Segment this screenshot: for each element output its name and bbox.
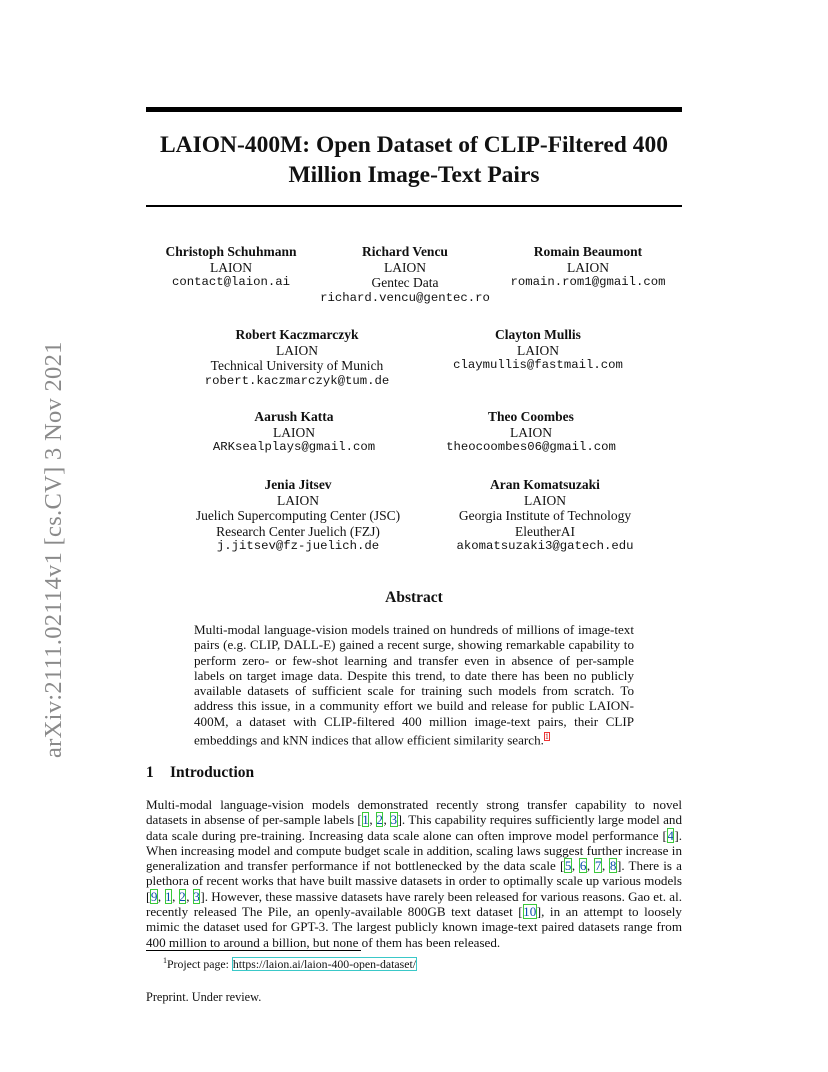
author-block [197,327,397,389]
author-name: Jenia Jitsev [264,477,332,492]
author-block [431,409,631,456]
abstract-heading: Abstract [385,589,443,606]
footnote-rule [146,950,361,951]
citation-link[interactable]: 2 [376,812,383,828]
author-block [435,477,655,555]
author-name: Romain Beaumont [533,244,643,259]
citation-link[interactable]: 3 [390,812,398,828]
citation-link[interactable]: 8 [609,858,617,874]
title-rule-bottom [146,205,682,207]
author-affiliation: LAION [210,259,252,275]
author-affiliation: EleutherAI [515,523,575,539]
author-affiliation: Research Center Juelich (FZJ) [216,523,380,539]
citation-link[interactable]: 2 [179,888,186,904]
citation-link[interactable]: 10 [523,904,537,920]
author-affiliation: LAION [384,259,426,275]
footnote-reference[interactable]: 1 [544,732,549,742]
author-name: Clayton Mullis [495,327,581,342]
author-affiliation: LAION [510,424,552,440]
author-email[interactable]: ARKsealplays@gmail.com [212,440,376,454]
title-line-2: Million Image-Text Pairs [288,162,540,188]
author-email[interactable]: claymullis@fastmail.com [453,358,623,372]
abstract-text: Multi-modal language-vision models trained on hundreds of millions of image-text pairs (e.g. CLIP, DALL-E) gained a recent surge, showing remarkable capability to perform zero- or few-shot learning and transfer even in absence of per-sample labels on target image data. Despite this trend, to date there has been no publicly available datasets of sufficient scale for training such models from scratch. To address this issue, in a community effort we build and release for public LAION-400M, a dataset with CLIP-filtered 400 million image-text pairs, their CLIP embeddings and kNN indices that allow efficient similarity search. [194,622,634,748]
intro-text: ]. When increasing model and compute budget scale in addition, scaling laws suggest further increase in generalization and transfer performance if not bottlenecked by the data scale [ [146,827,682,874]
author-affiliation: LAION [517,342,559,358]
citation-link[interactable]: 5 [564,858,572,874]
author-name: Richard Vencu [362,244,448,259]
author-name: Theo Coombes [488,409,574,424]
author-name: Aran Komatsuzaki [490,477,600,492]
author-block [188,477,408,555]
intro-paragraph: Multi-modal language-vision models demonstrated recently strong transfer capability to novel datasets in absense of per-sample labels [1, 2, 3]. This capability requires sufficiently large model and data scale during pre-training. Increasing data scale alone can often improve model performance [4]. When increasing model and compute budget scale in addition, scaling laws suggest further increase in generalization and transfer performance if not bottlenecked by the data scale [5, 6, 7, 8]. There is a plethora of recent works that have built massive datasets in order to optimally scale up various models [9, 1, 2, 3]. However, these massive datasets have rarely been released for various reasons. Gao et. al. recently released The Pile, an openly-available 800GB text dataset [10], in an attempt to loosely mimic the dataset used for GPT-3. The largest publicly known image-text paired datasets range from 400 million to around a billion, but none of them has been released. [146,797,683,950]
section-number: 1 [146,764,154,781]
intro-text: ]. This capability requires sufficiently large model and data scale during pre-training. Increasing data scale alone can often improve model performance [ [146,812,682,843]
author-name: Aarush Katta [254,409,334,424]
author-email[interactable]: romain.rom1@gmail.com [510,275,666,289]
author-email[interactable]: robert.kaczmarczyk@tum.de [204,373,390,388]
author-block [131,244,331,291]
author-affiliation: LAION [273,424,315,440]
author-affiliation: Gentec Data [371,275,439,290]
paper-title [146,130,682,190]
project-page-link[interactable]: https://laion.ai/laion-400-open-dataset/ [232,956,417,971]
citation-link[interactable]: 1 [165,888,172,904]
author-block [488,244,688,291]
intro-text: ]. However, these massive datasets have rarely been released for various reasons. Gao et. al. recently released The Pile, an openly-available 800GB text dataset [ [146,888,683,920]
preprint-note: Preprint. Under review. [146,990,262,1004]
author-email[interactable]: contact@laion.ai [171,275,291,289]
title-rule-top [146,107,682,112]
author-affiliation: LAION [567,259,609,275]
author-affiliation: LAION [277,492,319,508]
author-email[interactable]: richard.vencu@gentec.ro [320,290,490,305]
citation-link[interactable]: 3 [193,888,200,904]
author-email[interactable]: theocoombes06@gmail.com [446,440,616,454]
footnote-mark: 1 [163,956,167,965]
section-title: Introduction [170,764,255,781]
author-name: Robert Kaczmarczyk [235,327,359,342]
author-block [194,409,394,456]
citation-link[interactable]: 7 [594,858,602,874]
footnote-label: Project page: [167,956,232,971]
author-block [438,327,638,374]
citation-link[interactable]: 1 [362,812,369,828]
citation-link[interactable]: 6 [579,858,587,874]
author-block [305,244,505,306]
intro-text: ]. There is a plethora of recent works that have built massive datasets in order to optimally scale up various models [ [146,858,682,904]
author-email[interactable]: akomatsuzaki3@gatech.edu [456,539,634,553]
author-affiliation: Georgia Institute of Technology [458,508,632,523]
author-name: Christoph Schuhmann [165,244,297,259]
citation-link[interactable]: 9 [150,888,158,904]
citation-link[interactable]: 4 [667,827,674,843]
abstract-body [194,622,634,748]
intro-text: ], in an attempt to loosely mimic the dataset used for GPT-3. The largest publicly known image-text paired datasets range from 400 million to around a billion, but none of them has been released. [146,904,682,950]
intro-text: Multi-modal language-vision models demonstrated recently strong transfer capability to novel datasets in absense of per-sample labels [ [146,797,682,828]
arxiv-side-label: arXiv:2111.02114v1 [cs.CV] 3 Nov 2021 [40,341,67,758]
section-heading [146,764,254,782]
author-affiliation: Technical University of Munich [210,358,384,373]
author-email[interactable]: j.jitsev@fz-juelich.de [216,539,380,553]
author-affiliation: Juelich Supercomputing Center (JSC) [195,508,401,523]
title-line-1: LAION-400M: Open Dataset of CLIP-Filtered 400 [159,132,668,158]
author-affiliation: LAION [276,342,318,358]
footnote [146,954,417,971]
author-affiliation: LAION [524,492,566,508]
